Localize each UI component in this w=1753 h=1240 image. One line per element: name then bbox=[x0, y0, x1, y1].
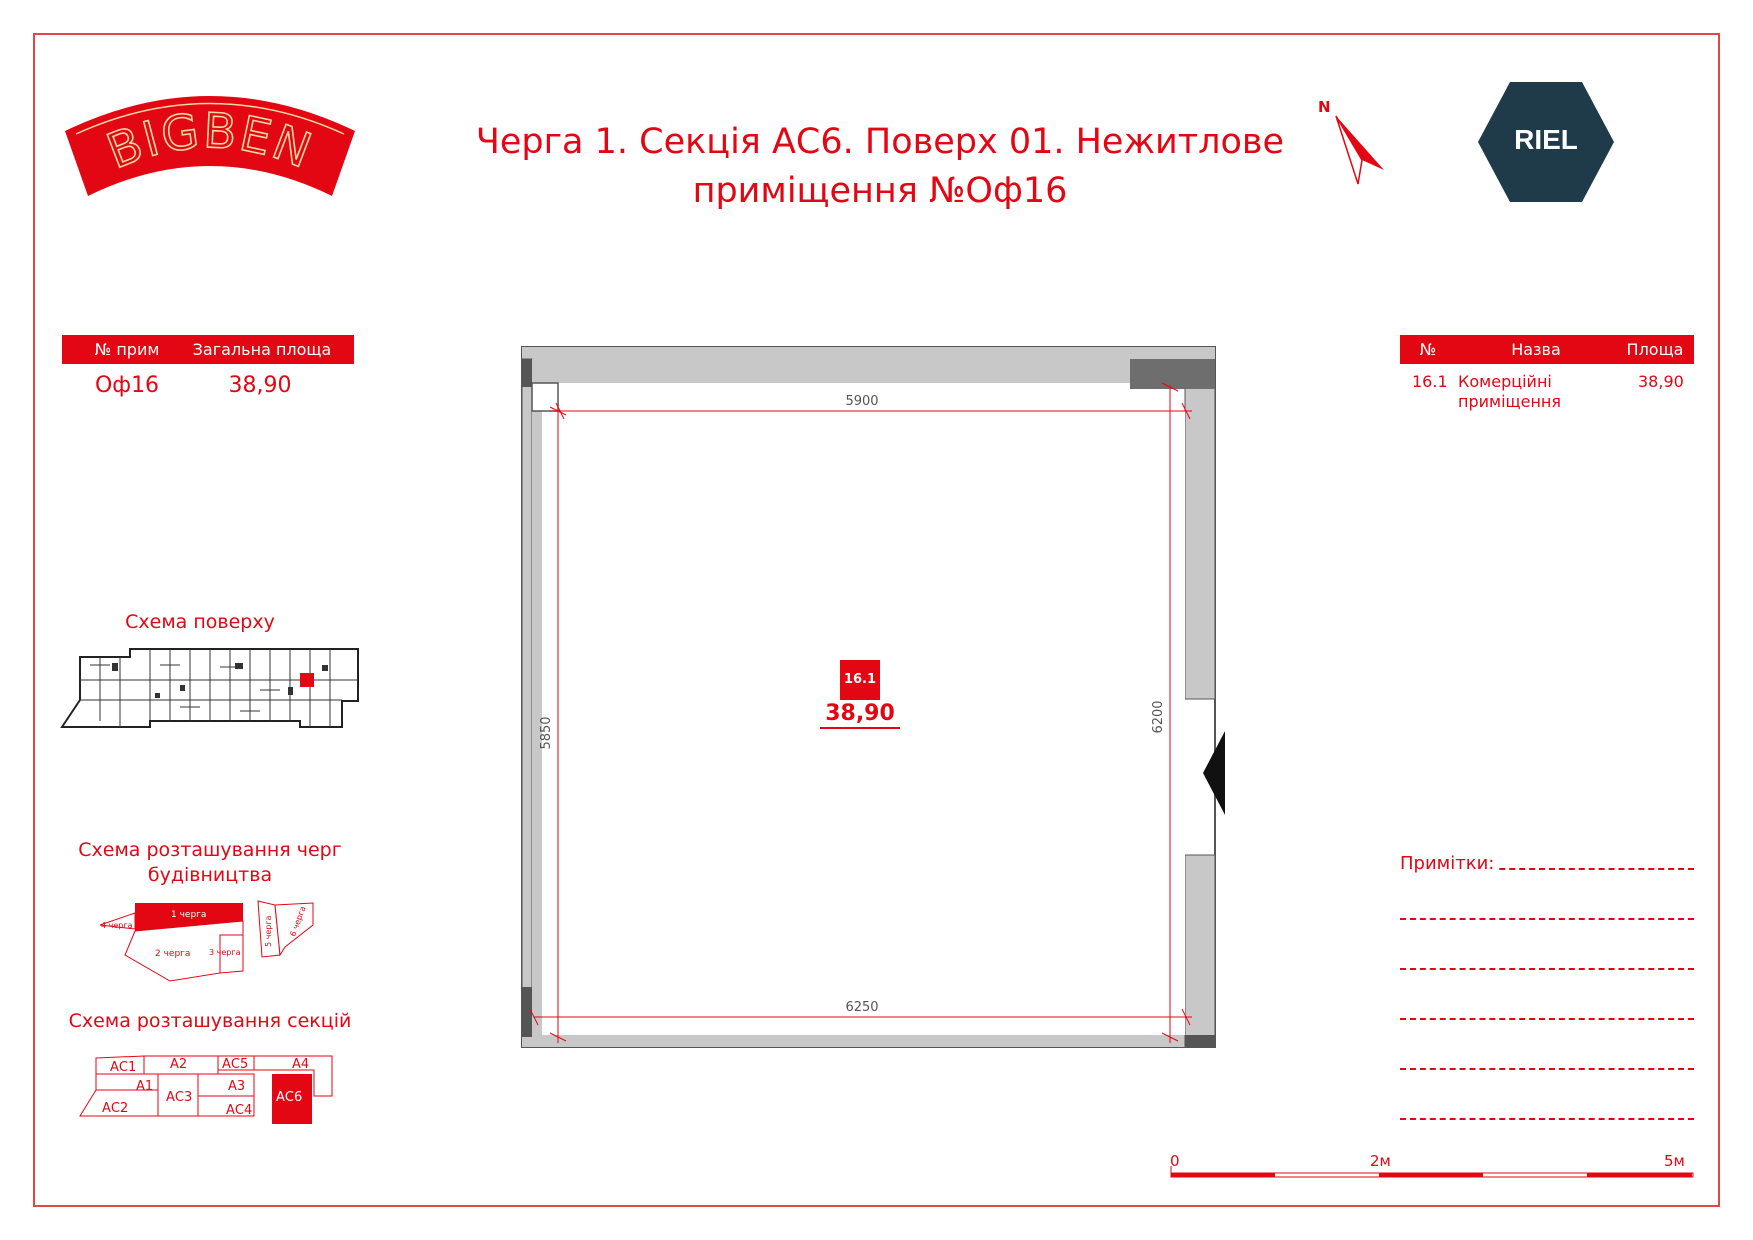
right-row-name-line-1: Комерційні bbox=[1458, 372, 1552, 391]
bigben-logo bbox=[60, 76, 360, 206]
dim-top-label: 5900 bbox=[845, 394, 879, 409]
riel-logo bbox=[1476, 80, 1616, 204]
svg-text:BIGBEN: BIGBEN bbox=[99, 102, 321, 181]
queue-label-5: 5 черга bbox=[264, 915, 273, 947]
dim-left-label: 5850 bbox=[539, 716, 554, 750]
notes-line-5 bbox=[1400, 1068, 1694, 1070]
right-row-name bbox=[1458, 372, 1561, 412]
section-label-ac2: АС2 bbox=[102, 1101, 129, 1116]
section-label-a1: А1 bbox=[136, 1079, 154, 1094]
section-scheme-map bbox=[78, 1048, 338, 1126]
queue-label-4: 4 черга bbox=[101, 921, 133, 930]
north-label: N bbox=[1318, 98, 1331, 116]
queue-scheme-title bbox=[60, 838, 360, 888]
notes-line-4 bbox=[1400, 1018, 1694, 1020]
right-col-number: № bbox=[1419, 340, 1437, 359]
section-label-a4: А4 bbox=[292, 1057, 310, 1072]
section-label-ac3: АС3 bbox=[166, 1090, 193, 1105]
scale-start: 0 bbox=[1170, 1152, 1180, 1170]
dim-right-label: 6200 bbox=[1151, 700, 1166, 734]
room-number-badge[interactable]: 16.1 bbox=[840, 660, 880, 700]
section-label-ac4: АС4 bbox=[226, 1103, 253, 1118]
section-label-ac1: АС1 bbox=[110, 1060, 137, 1075]
queue-label-6: 6 черга bbox=[288, 905, 308, 938]
left-col-area: Загальна площа bbox=[192, 340, 332, 359]
section-label-ac5: АС5 bbox=[222, 1057, 249, 1072]
queue-label-1: 1 черга bbox=[171, 910, 207, 920]
left-col-number: № прим bbox=[94, 340, 160, 359]
notes-line-2 bbox=[1400, 918, 1694, 920]
queue-label-2: 2 черга bbox=[155, 949, 191, 959]
queue-title-line-2: будівництва bbox=[147, 864, 273, 886]
right-row-name-line-2: приміщення bbox=[1458, 392, 1561, 411]
title-line-2: приміщення №Оф16 bbox=[692, 171, 1068, 211]
title-line-1: Черга 1. Секція АС6. Поверх 01. Нежитлове bbox=[475, 122, 1285, 162]
section-label-a3: А3 bbox=[228, 1079, 246, 1094]
queue-scheme-map bbox=[95, 895, 325, 985]
left-table-header bbox=[62, 335, 354, 364]
room-area-label: 38,90 bbox=[820, 701, 900, 729]
left-table-number: Оф16 bbox=[94, 373, 160, 398]
north-arrow-icon bbox=[1318, 98, 1388, 188]
floor-scheme-map bbox=[60, 645, 360, 730]
section-label-a2: А2 bbox=[170, 1057, 188, 1072]
scale-mid: 2м bbox=[1370, 1152, 1391, 1170]
right-row-area: 38,90 bbox=[1638, 372, 1684, 391]
section-label-ac6: АС6 bbox=[276, 1090, 303, 1105]
queue-label-3: 3 черга bbox=[209, 948, 241, 957]
notes-line-6 bbox=[1400, 1118, 1694, 1120]
notes-line-3 bbox=[1400, 968, 1694, 970]
floor-plan bbox=[520, 345, 1230, 1050]
left-table-area: 38,90 bbox=[228, 373, 292, 398]
notes-label: Примітки: bbox=[1400, 853, 1498, 874]
right-col-area: Площа bbox=[1626, 340, 1684, 359]
section-scheme-title: Схема розташування секцій bbox=[68, 1010, 352, 1032]
right-col-name: Назва bbox=[1511, 340, 1561, 359]
dim-bottom-label: 6250 bbox=[845, 1000, 879, 1015]
queue-title-line-1: Схема розташування черг bbox=[78, 839, 342, 861]
right-table-header bbox=[1400, 335, 1694, 364]
floor-scheme-title: Схема поверху bbox=[125, 611, 275, 633]
riel-logo-text: RIEL bbox=[1514, 124, 1578, 155]
scale-bar bbox=[1170, 1152, 1694, 1178]
page-title bbox=[440, 118, 1320, 216]
scale-end: 5м bbox=[1664, 1152, 1685, 1170]
right-row-number: 16.1 bbox=[1412, 372, 1448, 391]
